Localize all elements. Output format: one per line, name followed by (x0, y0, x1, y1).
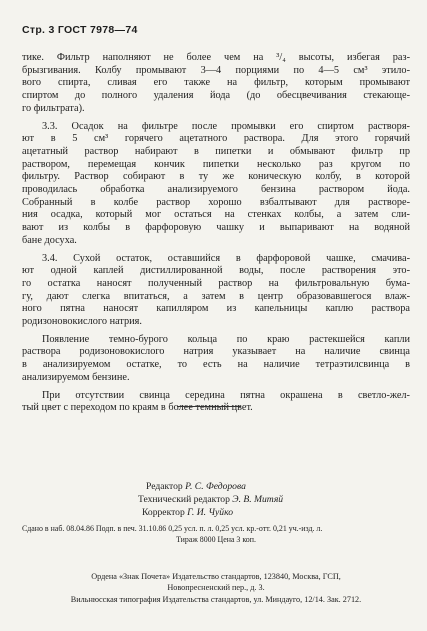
text-line: вого спирта, сливая его также на фильтр, которым промывают (22, 77, 410, 89)
text-line: ют одной каплей дистиллированной воды, после растворения это- (22, 265, 410, 277)
paragraph-p4 (22, 334, 410, 385)
text-line: гу, дают слегка впитаться, а затем в центр образовавшегося влаж- (22, 290, 410, 302)
text-line: раствором, перемещая кончик пипетки несколько раз кругом по (22, 158, 410, 170)
tech-editor-line (138, 493, 378, 506)
paragraph-p5 (22, 390, 410, 415)
footer-line-1: Ордена «Знак Почета» Издательство стандартов, 123840, Москва, ГСП, (91, 572, 341, 581)
text-line: раствора родизоновокислого натрия указывает на наличие свинца (22, 346, 410, 358)
text-line: бане досуха. (22, 234, 77, 246)
text-line: проводилась обработка анализируемого бензина раствором йода. (22, 184, 410, 196)
credits-block (138, 480, 378, 519)
text-line: родизоновокислого натрия. (22, 316, 142, 328)
editor-label: Редактор (146, 481, 183, 492)
editor-name: Р. С. Федорова (185, 481, 246, 492)
text-line: Собранный в колбе раствор хорошо взбалтывают для растворе- (22, 196, 410, 208)
paragraph-p3 (22, 253, 410, 329)
page-header: Стр. 3 ГОСТ 7978—74 (22, 24, 138, 36)
text-line: ацетатный раствор набирают в пипетки и обмывают фильтр пр (22, 145, 410, 157)
text-line: го фильтрата). (22, 102, 85, 114)
section-divider (177, 406, 241, 407)
corrector-name: Г. И. Чуйко (187, 507, 234, 518)
text-line: го остатка наносят полученный раствор на фильтровальную бума- (22, 277, 410, 289)
paragraph-p2 (22, 121, 410, 248)
document-body (22, 52, 410, 420)
text-line: тый цвет с переходом по краям в более темный цвет. (22, 402, 253, 414)
text-line: тике. Фильтр наполняют не более чем на ³/₄ высоты, избегая раз- (22, 52, 410, 63)
imprint-block (22, 524, 410, 545)
imprint-line-2: Тираж 8000 Цена 3 коп. (176, 534, 256, 544)
text-line: вают из колбы в фарфоровую чашку и выпаривают на водяной (22, 222, 410, 234)
text-line: брызгивания. Колбу промывают 3—4 порциями по 4—5 см³ этило- (22, 64, 410, 76)
corrector-label: Корректор (142, 507, 185, 518)
text-line: Появление темно-бурого кольца по краю растекшейся капли (42, 333, 410, 345)
text-line: 3.3. Осадок на фильтре после промывки его спиртом растворя- (42, 120, 410, 132)
corrector-line (138, 506, 378, 519)
text-line: анализируемом бензине. (22, 371, 130, 383)
text-line: 3.4. Сухой остаток, оставшийся в фарфоровой чашке, смачива- (42, 252, 410, 264)
text-line: фильтру. Раствор собирают в ту же коническую колбу, в которой (22, 171, 410, 183)
editor-line (138, 480, 378, 493)
text-line: ют в 5 см³ горячего ацетатного раствора. Для этого горячий (22, 133, 410, 145)
text-line: При отсутствии свинца середина пятна окрашена в светло-жел- (42, 389, 410, 401)
text-line: ного пятна наносят капилляром из капельницы каплю раствора (22, 303, 410, 315)
publisher-footer (22, 572, 410, 606)
footer-line-2: Новопресненский пер., д. 3. (167, 582, 265, 592)
text-line: в анализируемом остатке, то есть на наличие тетраэтилсвинца в (22, 359, 410, 371)
tech-editor-label: Технический редактор (138, 494, 230, 505)
tech-editor-name: Э. В. Митяй (232, 494, 284, 505)
footer-line-3: Вильнюсская типография Издательства стандартов, ул. Миндауго, 12/14. Зак. 2712. (70, 595, 362, 604)
text-line: ния осадка, который мог остаться на стенках колбы, а затем сли- (22, 209, 410, 221)
paragraph-p1 (22, 52, 410, 116)
imprint-line-1: Сдано в наб. 08.04.86 Подп. в печ. 31.10.86 0,25 усл. п. л. 0,25 усл. кр.-отт. 0,21 уч.-изд. л. (22, 524, 323, 533)
text-line: спиртом до полного удаления йода (до обесцвечивания стекающе- (22, 90, 410, 102)
